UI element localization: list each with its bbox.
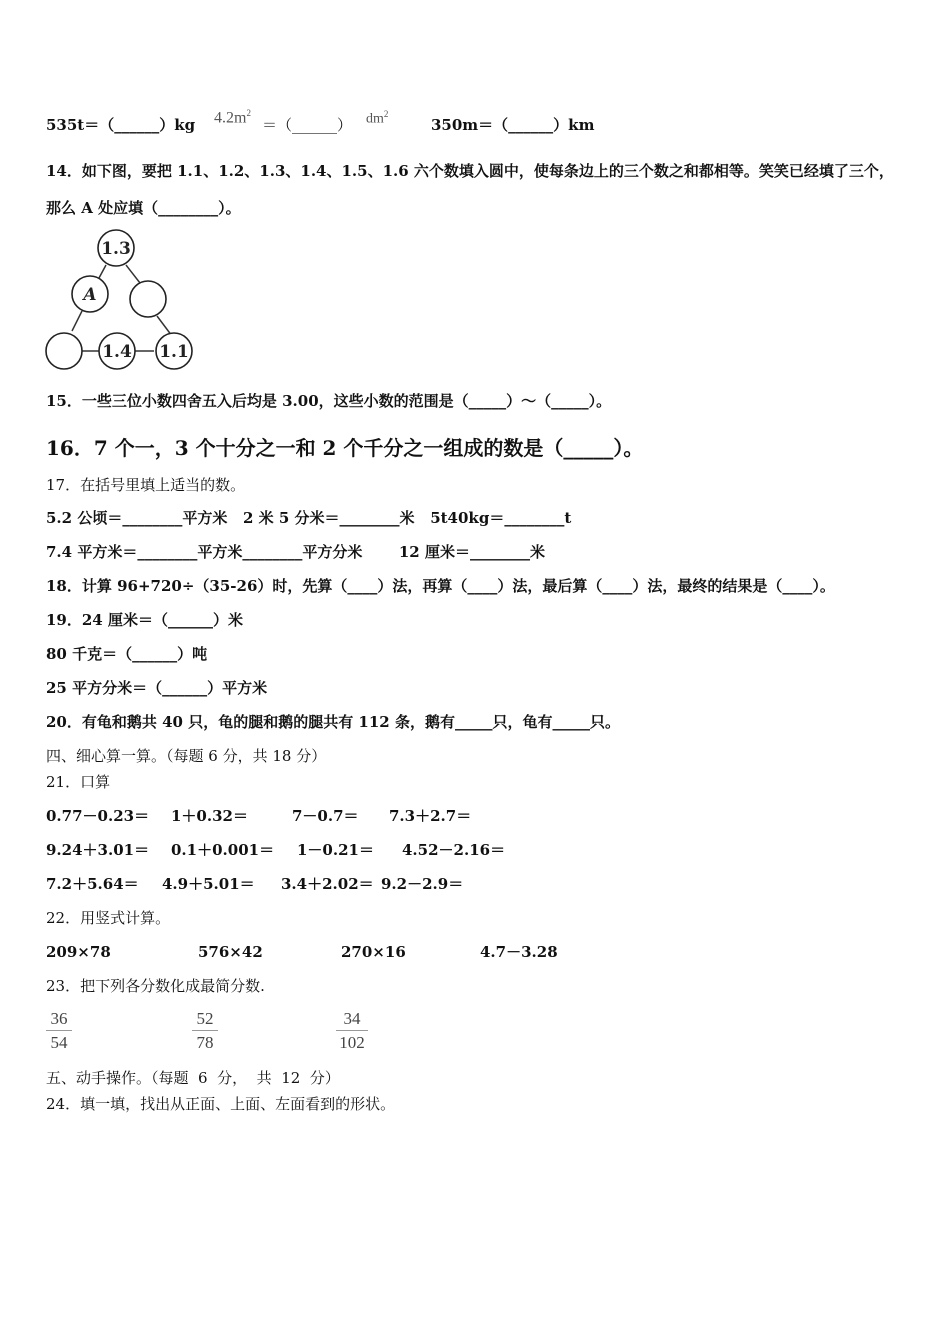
q24-text: 24．填一填，找出从正面、上面、左面看到的形状。	[46, 1095, 396, 1113]
edge-left-bottom	[72, 311, 82, 331]
area-value: 4.2m	[214, 109, 247, 127]
unit-value-area	[214, 103, 251, 128]
edge-top-left-a	[99, 265, 106, 278]
fraction-3-numerator: 34	[336, 1008, 368, 1031]
q21-r2-c4: 4.52－2.16＝	[402, 841, 506, 859]
fraction-3-denominator: 102	[339, 1033, 365, 1052]
q21-r2-c2: 0.1＋0.001＝	[171, 841, 275, 859]
q17-row2: 7.4 平方米＝________平方米________平方分米 12 厘米＝________米	[46, 543, 545, 561]
triangle-circles-diagram	[44, 228, 199, 370]
q23-title: 23．把下列各分数化成最简分数.	[46, 977, 265, 995]
q21-r2-c3: 1－0.21＝	[297, 841, 374, 859]
q14-line2: 那么 A 处应填（________）。	[46, 199, 241, 217]
unit-conversion-c: 350m＝（______）km	[431, 116, 595, 134]
q21-r3-c2: 4.9＋5.01＝	[162, 875, 255, 893]
unit-dm2	[366, 104, 388, 130]
fraction-1	[46, 1008, 72, 1055]
area-superscript: 2	[246, 108, 251, 118]
fraction-1-denominator: 54	[50, 1033, 68, 1052]
unit-conversion-b: ＝（______）	[262, 116, 353, 134]
q21-r3-c1: 7.2＋5.64＝	[46, 875, 139, 893]
fraction-2	[192, 1008, 218, 1055]
q17-row1: 5.2 公顷＝________平方米 2 米 5 分米＝________米 5t40kg＝________t	[46, 509, 572, 527]
q19-c: 25 平方分米＝（______）平方米	[46, 679, 268, 697]
circle-bottom-right-label: 1.1	[159, 342, 189, 362]
fraction-3	[336, 1008, 368, 1055]
q21-r1-c4: 7.3＋2.7＝	[389, 807, 472, 825]
q22-title: 22．用竖式计算。	[46, 909, 171, 927]
q20-text: 20．有龟和鹅共 40 只，龟的腿和鹅的腿共有 112 条，鹅有_____只，龟有_____只。	[46, 713, 620, 731]
fraction-2-denominator: 78	[196, 1033, 214, 1052]
edge-top-right	[126, 265, 140, 283]
q17-title: 17．在括号里填上适当的数。	[46, 476, 246, 494]
q22-item-4: 4.7－3.28	[480, 943, 558, 961]
circle-left-label: A	[83, 285, 97, 305]
dm-unit: dm	[366, 111, 384, 127]
q19-b: 80 千克＝（______）吨	[46, 645, 208, 663]
fraction-2-numerator: 52	[192, 1008, 218, 1031]
q16-text: 16．7 个一，3 个十分之一和 2 个千分之一组成的数是（_____）。	[46, 436, 644, 460]
unit-conversion-a: 535t＝（______）kg	[46, 116, 196, 134]
q19-a: 19．24 厘米＝（______）米	[46, 611, 243, 629]
circle-bottom-left	[46, 333, 82, 369]
q21-r3-c3: 3.4＋2.02＝	[281, 875, 374, 893]
q22-item-1: 209×78	[46, 943, 111, 961]
section-5-heading: 五、动手操作。（每题 6 分， 共 12 分）	[46, 1069, 340, 1087]
circle-bottom-mid-label: 1.4	[102, 342, 132, 362]
q14-line1: 14．如下图，要把 1.1、1.2、1.3、1.4、1.5、1.6 六个数填入圆中，使每条边上的三个数之和都相等。笑笑已经填了三个，	[46, 162, 894, 180]
q22-item-2: 576×42	[198, 943, 263, 961]
circle-top-label: 1.3	[101, 239, 131, 259]
q15-text: 15．一些三位小数四舍五入后均是 3.00，这些小数的范围是（_____）～（_____）。	[46, 392, 612, 410]
q21-r1-c2: 1＋0.32＝	[171, 807, 248, 825]
q21-r1-c3: 7－0.7＝	[292, 807, 359, 825]
circle-right	[130, 281, 166, 317]
dm-superscript: 2	[383, 109, 389, 119]
q21-r2-c1: 9.24＋3.01＝	[46, 841, 150, 859]
q21-r1-c1: 0.77－0.23＝	[46, 807, 150, 825]
q21-title: 21．口算	[46, 773, 111, 791]
q21-r3-c4: 9.2－2.9＝	[381, 875, 464, 893]
q18-text: 18．计算 96+720÷（35-26）时，先算（____）法，再算（____）法，最后算（____）法，最终的结果是（____）。	[46, 577, 835, 595]
q22-item-3: 270×16	[341, 943, 406, 961]
section-4-heading: 四、细心算一算。（每题 6 分，共 18 分）	[46, 747, 327, 765]
fraction-1-numerator: 36	[46, 1008, 72, 1031]
